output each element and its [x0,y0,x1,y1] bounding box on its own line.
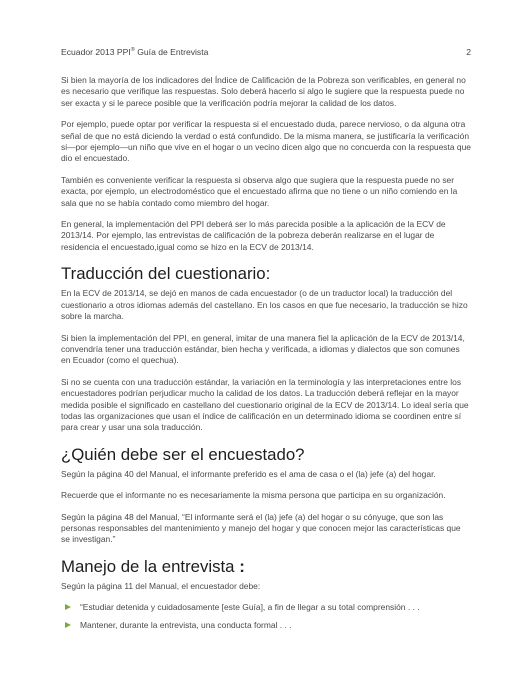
list-item: “Estudiar detenida y cuidadosamente [este Guía], a fin de llegar a su total comprensión . . . [61,602,471,613]
section-heading-respondent: ¿Quién debe ser el encuestado? [61,444,305,464]
translation-paragraph-2: Si bien la implementación del PPI, en general, imitar de una manera fiel la aplicación de la ECV de 2013/14, convendría tener una traducción estándar, bien hecha y verificada, a idiomas y dialectos que son comunes en Ecuador (como el quechua). [61,332,465,366]
interview-bullet-list [61,602,471,631]
page-content [61,75,471,637]
respondent-paragraph-1: Según la página 40 del Manual, el informante preferido es el ama de casa o el (la) jefe (a) del hogar. [61,468,436,479]
page-number: 2 [466,47,471,57]
intro-paragraph-1: Si bien la mayoría de los indicadores del Índice de Calificación de la Pobreza son verificables, en general no es necesario que verifique las respuestas. Solo deberá hacerlo si algo le sugiere que la respuesta puede no ser exacta y si le parece posible que la verificación podría mejorar la calidad de los datos. [61,75,466,108]
respondent-paragraph-2: Recuerde que el informante no es necesariamente la misma persona que participa en su organización. [61,490,446,501]
intro-paragraph-2: Por ejemplo, puede optar por verificar la respuesta si el encuestado duda, parece nervioso, o da alguna otra señal de que no está diciendo la verdad o está confundido. De la misma manera, se justificaría la verificación si—por ejemplo—un niño que vive en el hogar o un vecino dicen algo que no concuerda con la respuesta que dio el encuestado. [61,119,471,164]
section-heading-interview: Manejo de la entrevista : [61,556,245,576]
triangle-bullet-icon [65,622,71,628]
translation-paragraph-3: Si no se cuenta con una traducción estándar, la variación en la terminología y las interpretaciones entre los encuestadores podrían perjudicar mucho la calidad de los datos. La traducción deberá reflejar en la mayor medida posible el significado en castellano del cuestionario original de la ECV de 2013/14. Lo ideal sería que todas las organizaciones que usan el índice de calificación en un determinado idioma se coordinen entre sí para crear y usar una sola traducción. [61,376,469,433]
page-header [61,47,471,57]
section-heading-translation: Traducción del cuestionario: [61,264,271,284]
interview-intro: Según la página 11 del Manual, el encuestador debe: [61,580,261,591]
header-title: Ecuador 2013 PPI® Guía de Entrevista [61,47,209,57]
list-item: Mantener, durante la entrevista, una conducta formal . . . [61,620,471,631]
intro-paragraph-3: También es conveniente verificar la respuesta si observa algo que sugiera que la respuesta puede no ser exacta, por ejemplo, un electrodoméstico que el encuestado afirma que no tiene o un niño comiendo en la sala que no se había contado como miembro del hogar. [61,174,458,208]
respondent-paragraph-3: Según la página 48 del Manual, “El informante será el (la) jefe (a) del hogar o su cónyuge, que son las personas responsables del mantenimiento y manejo del hogar y que conocen mejor las características que se investigan.” [61,511,461,545]
triangle-bullet-icon [65,604,71,610]
translation-paragraph-1: En la ECV de 2013/14, se dejó en manos de cada encuestador (o de un traductor local) la traducción del cuestionario a otros idiomas además del castellano. En los casos en que fue necesario, la traducción se hizo sobre la marcha. [61,288,468,322]
intro-paragraph-4: En general, la implementación del PPI deberá ser lo más parecida posible a la aplicación de la ECV de 2013/14. Por ejemplo, las entrevistas de calificación de la pobreza deberán realizarse en el lugar de residencia el encuestado,igual como se hizo en la ECV de 2013/14. [61,219,446,252]
